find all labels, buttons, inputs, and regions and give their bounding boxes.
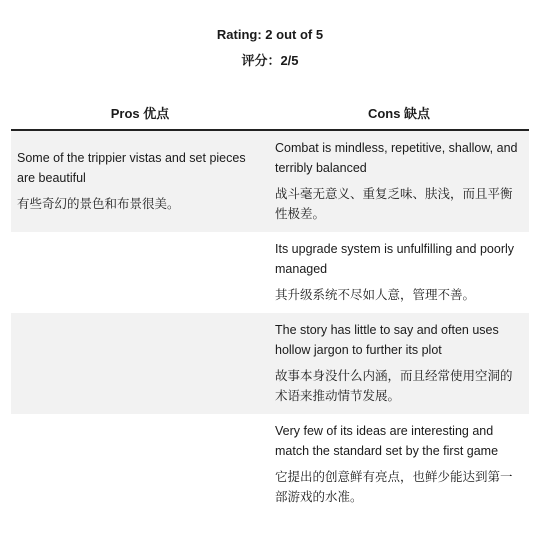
pros-cons-table <box>11 95 529 515</box>
pros-header: Pros 优点 <box>11 95 269 130</box>
rating-english: Rating: 2 out of 5 <box>216 27 324 42</box>
cons-cell <box>269 232 529 313</box>
cons-text-chinese: 战斗毫无意义、重复乏味、肤浅，而且平衡性极差。 <box>275 187 513 221</box>
pros-text-chinese: 有些奇幻的景色和布景很美。 <box>17 197 180 211</box>
pros-cell <box>11 414 269 515</box>
table-row <box>11 232 529 313</box>
rating-block <box>0 26 540 70</box>
cons-text-english: Very few of its ideas are interesting and match the standard set by the first game <box>275 424 499 458</box>
rating-chinese: 评分：2/5 <box>241 53 299 68</box>
pros-cell <box>11 232 269 313</box>
cons-cell <box>269 313 529 414</box>
cons-text-chinese: 它提出的创意鲜有亮点，也鲜少能达到第一部游戏的水准。 <box>275 470 513 504</box>
table-row <box>11 414 529 515</box>
cons-text-english: Combat is mindless, repetitive, shallow, and terribly balanced <box>275 141 518 175</box>
cons-text-chinese: 故事本身没什么内涵，而且经常使用空洞的术语来推动情节发展。 <box>275 369 513 403</box>
table-row <box>11 313 529 414</box>
cons-header: Cons 缺点 <box>269 95 529 130</box>
pros-cell <box>11 130 269 232</box>
cons-text-english: The story has little to say and often uses hollow jargon to further its plot <box>275 323 499 357</box>
table-header-row <box>11 95 529 130</box>
table-row <box>11 130 529 232</box>
cons-text-chinese: 其升级系统不尽如人意，管理不善。 <box>275 288 476 302</box>
cons-cell <box>269 414 529 515</box>
pros-text-english: Some of the trippier vistas and set pieces are beautiful <box>17 151 246 185</box>
pros-cell <box>11 313 269 414</box>
cons-text-english: Its upgrade system is unfulfilling and poorly managed <box>275 242 515 276</box>
cons-cell <box>269 130 529 232</box>
